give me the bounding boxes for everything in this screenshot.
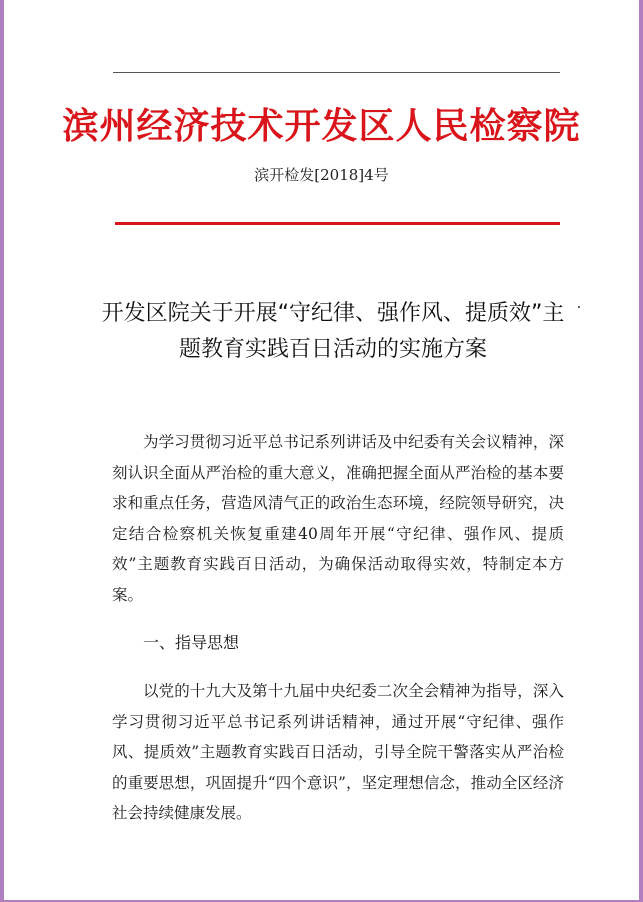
header-red-rule — [115, 222, 560, 225]
document-number: 滨开检发[2018]4号 — [254, 166, 389, 184]
section-paragraph-guiding-thought: 以党的十九大及第十九届中央纪委二次全会精神为指导，深入学习贯彻习近平总书记系列讲话精神，通过开展“守纪律、强作风、提质效”主题教育实践百日活动，引导全院干警落实从严治检的重要思想，巩固提升“四个意识”，坚定理想信念，推动全区经济社会持续健康发展。 — [112, 682, 564, 822]
agency-name: 滨州经济技术开发区人民检察院 — [62, 105, 581, 147]
section-heading-guiding-thought: 一、指导思想 — [143, 633, 240, 652]
intro-paragraph: 为学习贯彻习近平总书记系列讲话及中纪委有关会议精神，深刻认识全面从严治检的重大意义，准确把握全面从严治检的基本要求和重点任务，营造风清气正的政治生态环境，经院领导研究，决定结合检察机关恢复重建40周年开展“守纪律、强作风、提质效”主题教育实践百日活动，为确保活动取得实效，特制定本方案。 — [112, 433, 564, 604]
stray-mark — [578, 306, 580, 308]
header-top-rule — [113, 72, 560, 73]
document-title: 开发区院关于开展“守纪律、强作风、提质效”主题教育实践百日活动的实施方案 — [101, 301, 565, 362]
